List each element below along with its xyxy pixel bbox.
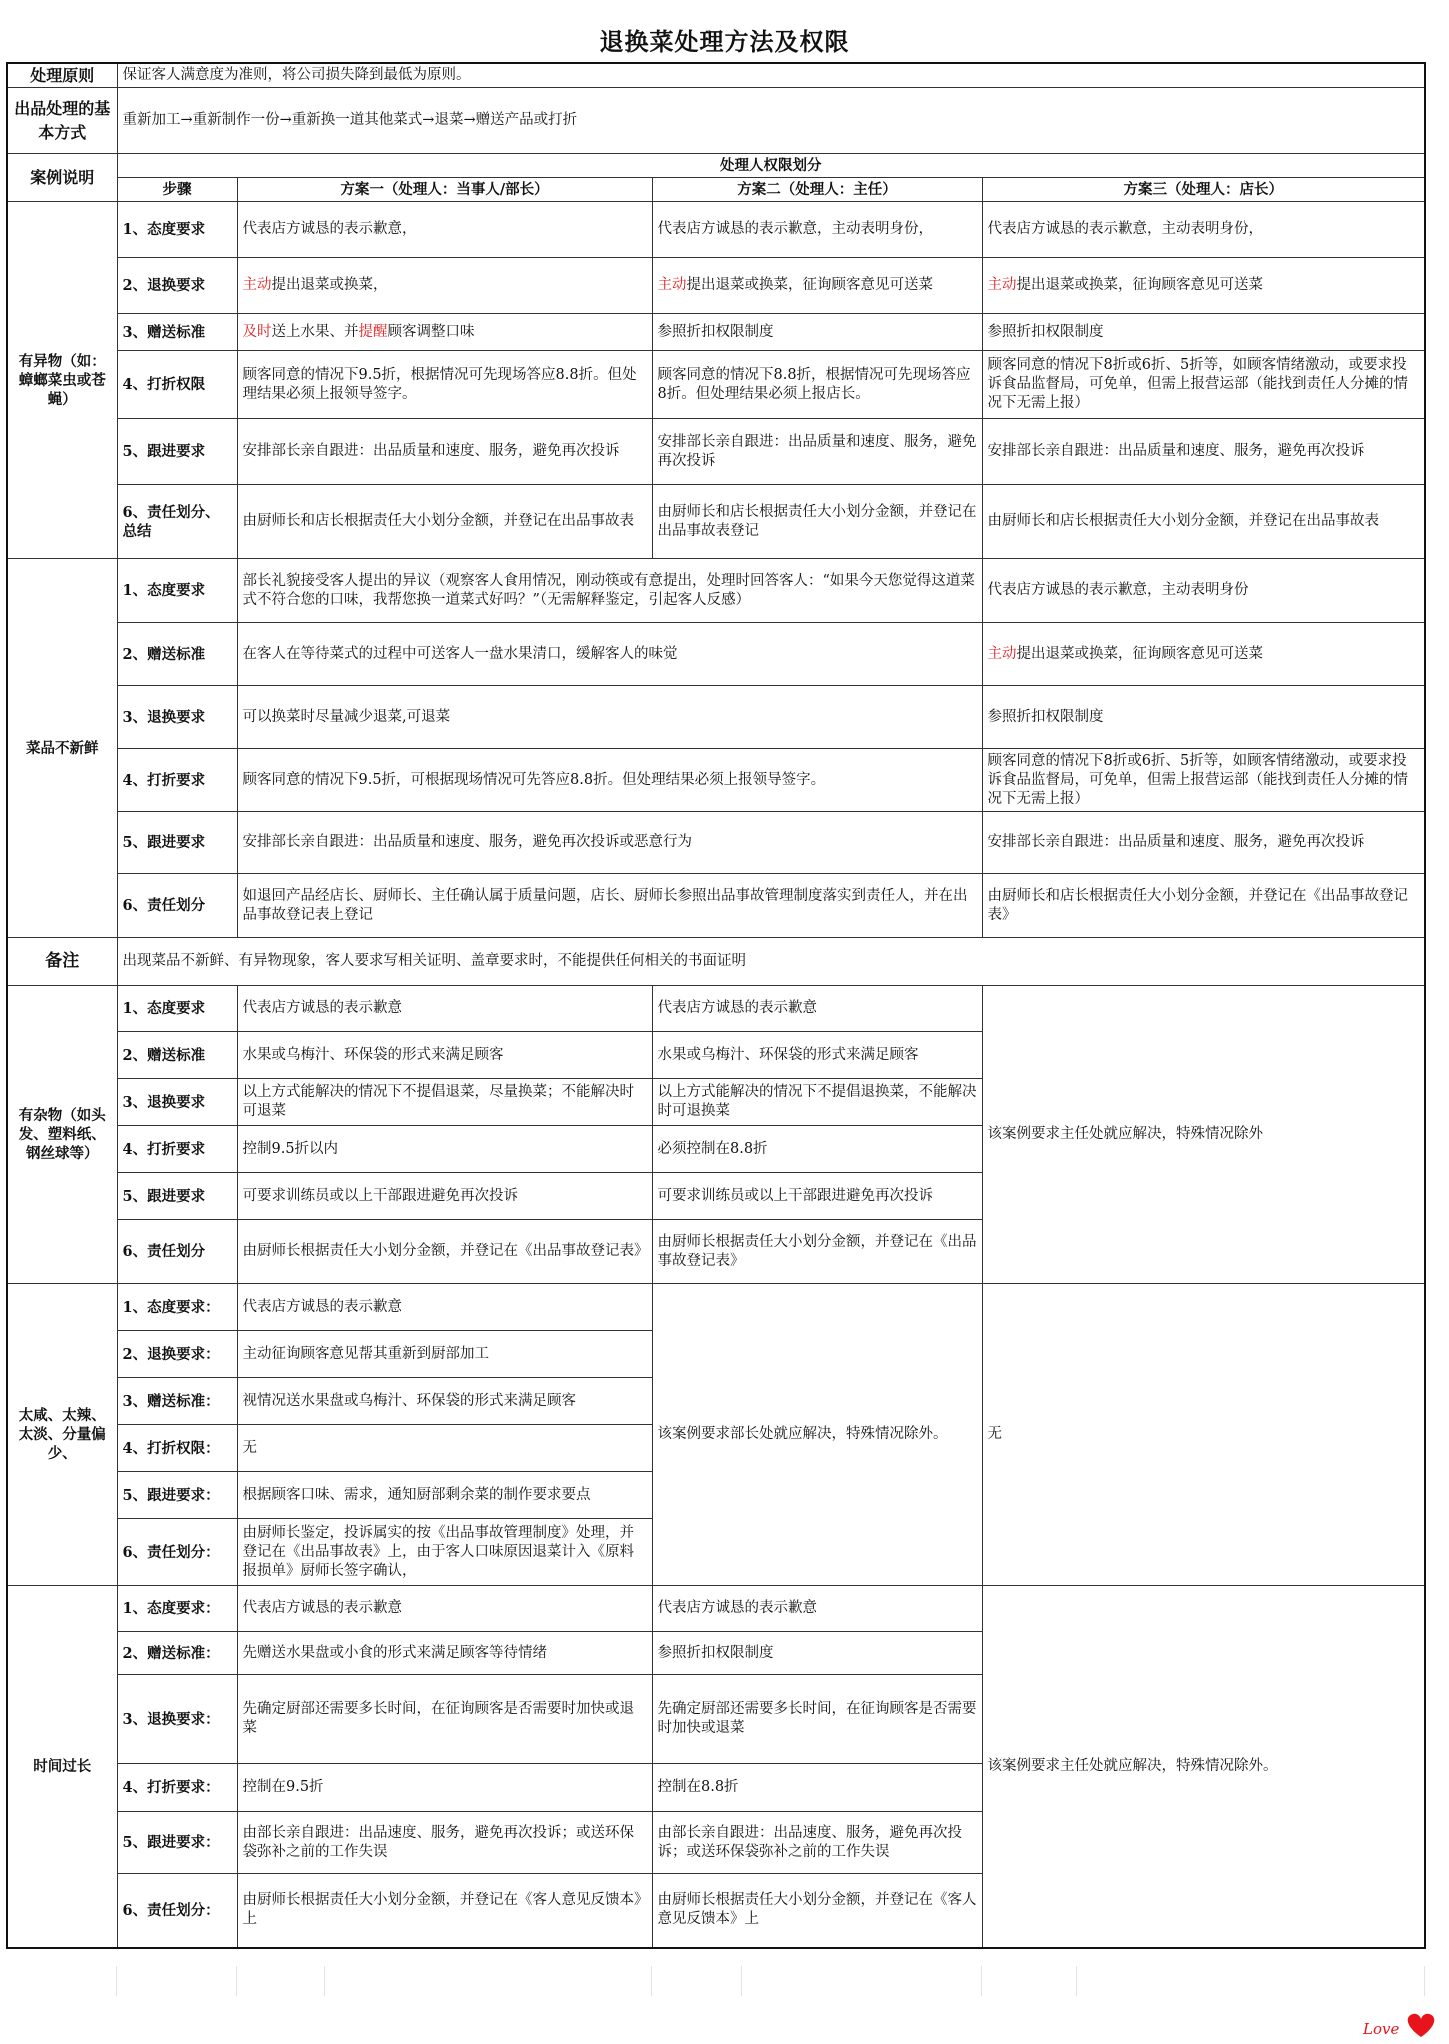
- plan3-cell: 该案例要求主任处就应解决，特殊情况除外: [982, 986, 1425, 1284]
- plan3-cell: 参照折扣权限制度: [982, 314, 1425, 351]
- plan2-cell: 由部长亲自跟进：出品速度、服务，避免再次投诉；或送环保袋弥补之前的工作失误: [652, 1812, 982, 1874]
- plan3-header: 方案三（处理人：店长）: [982, 178, 1425, 202]
- step-cell: 4、打折要求: [117, 749, 237, 812]
- plan12-cell: 顾客同意的情况下9.5折，可根据现场情况可先答应8.8折。但处理结果必须上报领导签字。: [237, 749, 982, 812]
- step-cell: 6、责任划分、总结: [117, 485, 237, 559]
- table-row: [7, 1284, 1425, 1331]
- table-row: [7, 202, 1425, 258]
- step-cell: 3、退换要求: [117, 686, 237, 749]
- step-cell: 5、跟进要求: [117, 812, 237, 874]
- plan1-cell: 无: [237, 1425, 652, 1472]
- table-row: [7, 749, 1425, 812]
- plan1-cell: 由厨师长和店长根据责任大小划分金额，并登记在出品事故表: [237, 485, 652, 559]
- table-row: [7, 874, 1425, 938]
- plan1-cell: 控制在9.5折: [237, 1764, 652, 1812]
- table-row: [7, 351, 1425, 419]
- highlight-text: 主动: [987, 277, 1017, 293]
- table-row: [7, 812, 1425, 874]
- love-text: Love: [1363, 2020, 1400, 2038]
- plan1-cell: 由部长亲自跟进：出品速度、服务，避免再次投诉；或送环保袋弥补之前的工作失误: [237, 1812, 652, 1874]
- step-cell: 2、赠送标准: [117, 1032, 237, 1079]
- authority-row: [7, 154, 1425, 178]
- plan2-header: 方案二（处理人：主任）: [652, 178, 982, 202]
- plan12-cell: 可以换菜时尽量减少退菜,可退菜: [237, 686, 982, 749]
- table-row: [7, 314, 1425, 351]
- category-time: 时间过长: [7, 1586, 117, 1948]
- love-heart-icon: [1361, 2004, 1439, 2040]
- plan1-cell: 先确定厨部还需要多长时间，在征询顾客是否需要时加快或退菜: [237, 1675, 652, 1764]
- basic-text: 重新加工→重新制作一份→重新换一道其他菜式→退菜→赠送产品或打折: [117, 88, 1425, 154]
- plan2-cell: 必须控制在8.8折: [652, 1126, 982, 1173]
- plan2-cell: 代表店方诚恳的表示歉意，主动表明身份，: [652, 202, 982, 258]
- plan2-cell: 由厨师长根据责任大小划分金额，并登记在《客人意见反馈本》上: [652, 1874, 982, 1948]
- plan2-cell: 先确定厨部还需要多长时间，在征询顾客是否需要时加快或退菜: [652, 1675, 982, 1764]
- plan3-cell: [982, 623, 1425, 686]
- plan3-cell: 该案例要求主任处就应解决，特殊情况除外。: [982, 1586, 1425, 1948]
- policy-table: [6, 62, 1426, 1949]
- plan1-cell: 由厨师长根据责任大小划分金额，并登记在《出品事故登记表》: [237, 1220, 652, 1284]
- plan2-cell: 参照折扣权限制度: [652, 314, 982, 351]
- step-cell: 6、责任划分：: [117, 1874, 237, 1948]
- step-cell: 3、退换要求：: [117, 1675, 237, 1764]
- cell-text: 提出退菜或换菜，征询顾客意见可送菜: [686, 277, 933, 293]
- page-title: 退换菜处理方法及权限: [599, 27, 850, 56]
- plan3-cell: 安排部长亲自跟进：出品质量和速度、服务，避免再次投诉: [982, 812, 1425, 874]
- note-label: 备注: [7, 938, 117, 986]
- table-row: [7, 686, 1425, 749]
- plan2-cell: 控制在8.8折: [652, 1764, 982, 1812]
- step-cell: 6、责任划分: [117, 1220, 237, 1284]
- table-row: [7, 623, 1425, 686]
- plan1-cell: 代表店方诚恳的表示歉意: [237, 1284, 652, 1331]
- header-row: [7, 178, 1425, 202]
- principle-text: 保证客人满意度为准则，将公司损失降到最低为原则。: [117, 63, 1425, 88]
- cases-label: 案例说明: [7, 154, 117, 202]
- table-row: [7, 559, 1425, 623]
- step-cell: 1、态度要求: [117, 559, 237, 623]
- highlight-text: 主动: [242, 277, 272, 293]
- plan2-cell: 以上方式能解决的情况下不提倡退换菜，不能解决时可退换菜: [652, 1079, 982, 1126]
- step-cell: 4、打折权限: [117, 351, 237, 419]
- heart-shape: [1408, 2014, 1435, 2037]
- plan3-cell: 由厨师长和店长根据责任大小划分金额，并登记在《出品事故登记表》: [982, 874, 1425, 938]
- table-row: [7, 986, 1425, 1032]
- step-cell: 6、责任划分: [117, 874, 237, 938]
- highlight-text: 及时: [242, 323, 272, 340]
- plan3-cell: [982, 258, 1425, 314]
- cell-text: 顾客调整口味: [387, 323, 475, 340]
- highlight-text: 主动: [657, 277, 687, 293]
- category-not-fresh: 菜品不新鲜: [7, 559, 117, 938]
- table-row: [7, 258, 1425, 314]
- plan1-cell: 顾客同意的情况下9.5折，根据情况可先现场答应8.8折。但处理结果必须上报领导签字。: [237, 351, 652, 419]
- basic-label: 出品处理的基本方式: [7, 88, 117, 154]
- step-cell: 4、打折要求: [117, 1126, 237, 1173]
- plan2-cell: 安排部长亲自跟进：出品质量和速度、服务，避免再次投诉: [652, 419, 982, 485]
- cell-text: 提出退菜或换菜，: [271, 277, 388, 293]
- step-cell: 5、跟进要求：: [117, 1812, 237, 1874]
- table-row: [7, 1586, 1425, 1632]
- step-cell: 1、态度要求：: [117, 1284, 237, 1331]
- plan3-cell: 顾客同意的情况下8折或6折、5折等，如顾客情绪激动，或要求投诉食品监督局，可免单，但需上报营运部（能找到责任人分摊的情况下无需上报）: [982, 749, 1425, 812]
- plan3-cell: 代表店方诚恳的表示歉意，主动表明身份，: [982, 202, 1425, 258]
- step-cell: 5、跟进要求: [117, 419, 237, 485]
- plan2-cell: 代表店方诚恳的表示歉意: [652, 986, 982, 1032]
- plan1-cell: 安排部长亲自跟进：出品质量和速度、服务，避免再次投诉: [237, 419, 652, 485]
- note-row: [7, 938, 1425, 986]
- plan2-cell: [652, 258, 982, 314]
- plan1-cell: 可要求训练员或以上干部跟进避免再次投诉: [237, 1173, 652, 1220]
- plan12-cell: 在客人在等待菜式的过程中可送客人一盘水果清口，缓解客人的味觉: [237, 623, 982, 686]
- plan1-cell: 水果或乌梅汁、环保袋的形式来满足顾客: [237, 1032, 652, 1079]
- plan1-cell: 代表店方诚恳的表示歉意: [237, 986, 652, 1032]
- category-taste: 太咸、太辣、太淡、分量偏少、: [7, 1284, 117, 1586]
- step-cell: 4、打折权限：: [117, 1425, 237, 1472]
- plan3-cell: 顾客同意的情况下8折或6折、5折等，如顾客情绪激动，或要求投诉食品监督局，可免单，但需上报营运部（能找到责任人分摊的情况下无需上报）: [982, 351, 1425, 419]
- step-cell: 1、态度要求：: [117, 1586, 237, 1632]
- plan1-cell: 由厨师长根据责任大小划分金额，并登记在《客人意见反馈本》上: [237, 1874, 652, 1948]
- plan1-cell: 由厨师长鉴定，投诉属实的按《出品事故管理制度》处理，并登记在《出品事故表》上，由于客人口味原因退菜计入《原料报损单》厨师长签字确认，: [237, 1519, 652, 1586]
- plan1-cell: [237, 258, 652, 314]
- step-cell: 4、打折要求：: [117, 1764, 237, 1812]
- step-cell: 3、赠送标准: [117, 314, 237, 351]
- principle-label: 处理原则: [7, 63, 117, 88]
- note-text: 出现菜品不新鲜、有异物现象，客人要求写相关证明、盖章要求时，不能提供任何相关的书面证明: [117, 938, 1425, 986]
- plan12-cell: 部长礼貌接受客人提出的异议（观察客人食用情况，刚动筷或有意提出，处理时回答客人：“如果今天您觉得这道菜式不符合您的口味，我帮您换一道菜式好吗？”（无需解释鉴定，引起客人反感）: [237, 559, 982, 623]
- table-row: [7, 419, 1425, 485]
- category-debris: 有杂物（如头发、塑料纸、钢丝球等）: [7, 986, 117, 1284]
- basic-row: [7, 88, 1425, 154]
- plan2-cell: 代表店方诚恳的表示歉意: [652, 1586, 982, 1632]
- highlight-text: 主动: [987, 645, 1017, 662]
- plan3-cell: 由厨师长和店长根据责任大小划分金额，并登记在出品事故表: [982, 485, 1425, 559]
- plan2-cell: 参照折扣权限制度: [652, 1632, 982, 1675]
- cell-text: 提出退菜或换菜，征询顾客意见可送菜: [1016, 277, 1263, 293]
- plan1-cell: 先赠送水果盘或小食的形式来满足顾客等待情绪: [237, 1632, 652, 1675]
- step-cell: 1、态度要求: [117, 986, 237, 1032]
- step-cell: 2、退换要求：: [117, 1331, 237, 1378]
- plan2-cell: 水果或乌梅汁、环保袋的形式来满足顾客: [652, 1032, 982, 1079]
- plan3-cell: 代表店方诚恳的表示歉意，主动表明身份: [982, 559, 1425, 623]
- highlight-text: 提醒: [358, 323, 388, 340]
- plan3-cell: 参照折扣权限制度: [982, 686, 1425, 749]
- step-cell: 1、态度要求: [117, 202, 237, 258]
- step-cell: 2、赠送标准：: [117, 1632, 237, 1675]
- plan1-cell: 视情况送水果盘或乌梅汁、环保袋的形式来满足顾客: [237, 1378, 652, 1425]
- authority-header: 处理人权限划分: [117, 154, 1425, 178]
- step-header: 步骤: [117, 178, 237, 202]
- plan3-cell: 安排部长亲自跟进：出品质量和速度、服务，避免再次投诉: [982, 419, 1425, 485]
- step-cell: 2、赠送标准: [117, 623, 237, 686]
- plan2-cell: 由厨师长根据责任大小划分金额，并登记在《出品事故登记表》: [652, 1220, 982, 1284]
- step-cell: 5、跟进要求：: [117, 1472, 237, 1519]
- plan12-cell: 如退回产品经店长、厨师长、主任确认属于质量问题，店长、厨师长参照出品事故管理制度落实到责任人，并在出品事故登记表上登记: [237, 874, 982, 938]
- plan2-cell: 顾客同意的情况下8.8折，根据情况可先现场答应8折。但处理结果必须上报店长。: [652, 351, 982, 419]
- plan2-cell: 由厨师长和店长根据责任大小划分金额，并登记在出品事故表登记: [652, 485, 982, 559]
- category-foreign-object: 有异物（如：蟑螂菜虫或苍蝇）: [7, 202, 117, 559]
- cell-text: 送上水果、并: [271, 323, 359, 340]
- plan1-header: 方案一（处理人：当事人/部长）: [237, 178, 652, 202]
- plan1-cell: 根据顾客口味、需求，通知厨部剩余菜的制作要求要点: [237, 1472, 652, 1519]
- plan12-cell: 安排部长亲自跟进：出品质量和速度、服务，避免再次投诉或恶意行为: [237, 812, 982, 874]
- spreadsheet-gridlines: [6, 1966, 1424, 1996]
- step-cell: 3、赠送标准：: [117, 1378, 237, 1425]
- cell-text: 提出退菜或换菜，征询顾客意见可送菜: [1016, 645, 1263, 662]
- plan1-cell: 以上方式能解决的情况下不提倡退菜，尽量换菜；不能解决时可退菜: [237, 1079, 652, 1126]
- plan3-cell: 无: [982, 1284, 1425, 1586]
- plan1-cell: 主动征询顾客意见帮其重新到厨部加工: [237, 1331, 652, 1378]
- step-cell: 6、责任划分：: [117, 1519, 237, 1586]
- step-cell: 2、退换要求: [117, 258, 237, 314]
- step-cell: 3、退换要求: [117, 1079, 237, 1126]
- plan1-cell: 代表店方诚恳的表示歉意，: [237, 202, 652, 258]
- plan2-cell: 可要求训练员或以上干部跟进避免再次投诉: [652, 1173, 982, 1220]
- principle-row: [7, 63, 1425, 88]
- plan1-cell: 代表店方诚恳的表示歉意: [237, 1586, 652, 1632]
- plan2-cell: 该案例要求部长处就应解决，特殊情况除外。: [652, 1284, 982, 1586]
- plan1-cell: 控制9.5折以内: [237, 1126, 652, 1173]
- plan1-cell: [237, 314, 652, 351]
- table-row: [7, 485, 1425, 559]
- step-cell: 5、跟进要求: [117, 1173, 237, 1220]
